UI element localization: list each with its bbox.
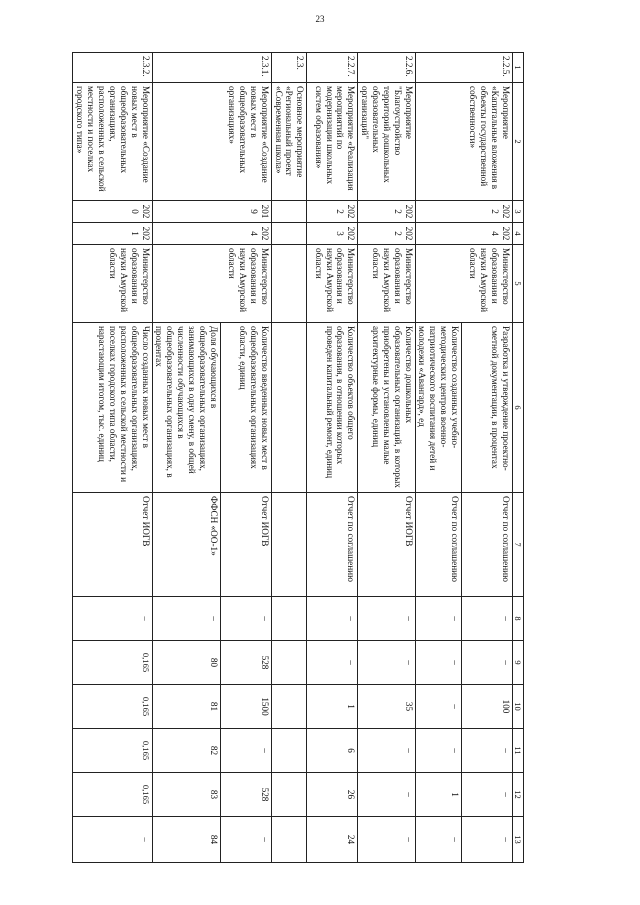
value-cell: 528 (220, 641, 271, 685)
value-cell: 81 (152, 685, 220, 729)
year-start: 2022 (307, 201, 358, 223)
indicator: Количество объектов общего образования, в отношении которых проведен капитальный ремонт, единиц (307, 323, 358, 493)
empty-cell (271, 597, 307, 641)
value-cell: 528 (220, 773, 271, 817)
table-row (220, 53, 271, 863)
value-cell: – (415, 685, 461, 729)
indicator: Доля обучающихся в общеобразовательных организациях, занимающихся в одну смену, в общей численности обучающихся в общеобразовательных организациях, в процентах (152, 323, 220, 493)
value-cell: – (358, 729, 415, 773)
value-cell: – (358, 773, 415, 817)
table-row (73, 53, 152, 863)
value-cell: – (415, 641, 461, 685)
value-cell: – (152, 597, 220, 641)
value-cell: – (358, 817, 415, 863)
year-start: 2022 (415, 201, 512, 223)
row-code: 2.2.6. (358, 53, 415, 83)
value-cell: 35 (358, 685, 415, 729)
table-row (461, 53, 512, 863)
year-start: 2020 (73, 201, 152, 223)
year-end: 2024 (152, 223, 271, 245)
value-cell: – (358, 597, 415, 641)
row-code: 2.2.7. (307, 53, 358, 83)
header-cell: 12 (512, 773, 523, 817)
value-cell: – (307, 597, 358, 641)
value-cell: – (415, 729, 461, 773)
indicator-source: Отчет по соглашению (461, 493, 512, 597)
empty-cell (271, 641, 307, 685)
header-cell: 9 (512, 641, 523, 685)
indicator-source: Отчет ИОГВ (73, 493, 152, 597)
value-cell: – (307, 641, 358, 685)
value-cell: 26 (307, 773, 358, 817)
executor: Министерство образования и науки Амурской области (307, 245, 358, 323)
value-cell: – (461, 597, 512, 641)
header-cell: 10 (512, 685, 523, 729)
value-cell: 0,165 (73, 685, 152, 729)
year-start: 2019 (152, 201, 271, 223)
value-cell: 0,165 (73, 773, 152, 817)
indicator-source: Отчет ИОГВ (220, 493, 271, 597)
page-number: 23 (315, 14, 325, 24)
header-row (512, 53, 523, 863)
indicator-source: Отчет по соглашению (415, 493, 461, 597)
value-cell: – (461, 817, 512, 863)
measure-name: Основное мероприятие «Региональный проект «Современная школа» (271, 83, 307, 201)
value-cell: 1 (415, 773, 461, 817)
measure-name: Мероприятие «Создание новых мест в общеобразовательных организациях» (152, 83, 271, 201)
header-cell: 13 (512, 817, 523, 863)
measure-name: Мероприятие «Реализация мероприятий по модернизации школьных систем образования» (307, 83, 358, 201)
indicator: Количество созданных учебно-методических центров военно-патриотического воспитания детей и молодежи «Авангард», ед (415, 323, 461, 493)
value-cell: 1 (307, 685, 358, 729)
measure-name: Мероприятие «Создание новых мест в общеобразовательных организациях, расположенных в сельской местности и поселках городского типа» (73, 83, 152, 201)
empty-cell (271, 323, 307, 493)
header-cell: 11 (512, 729, 523, 773)
row-code: 2.2.5. (415, 53, 512, 83)
value-cell: 6 (307, 729, 358, 773)
value-cell: – (461, 641, 512, 685)
value-cell: – (220, 729, 271, 773)
header-cell: 7 (512, 493, 523, 597)
indicator: Число созданных новых мест в общеобразовательных организациях, расположенных в сельской местности и поселках городского типа области, нарастающим итогом, тыс. единиц (73, 323, 152, 493)
row-code: 2.3. (271, 53, 307, 83)
table-row (358, 53, 415, 863)
table-rotated-container (75, 52, 524, 862)
header-cell: 2 (512, 83, 523, 201)
measure-name: Мероприятие «Капитальные вложения в объекты государственной собственности» (415, 83, 512, 201)
header-cell: 1 (512, 53, 523, 83)
value-cell: 0,165 (73, 729, 152, 773)
indicator-source: Отчет по соглашению (307, 493, 358, 597)
indicator: Количество введенных новых мест в общеобразовательных организациях области, единиц (220, 323, 271, 493)
empty-cell (271, 685, 307, 729)
indicator-source: ФФСН «ОО-1» (152, 493, 220, 597)
header-cell: 6 (512, 323, 523, 493)
value-cell: – (220, 817, 271, 863)
year-end: 2023 (307, 223, 358, 245)
value-cell: – (415, 817, 461, 863)
value-cell: – (358, 641, 415, 685)
executor: Министерство образования и науки Амурской области (358, 245, 415, 323)
row-code: 2.3.2. (73, 53, 152, 83)
executor: Министерство образования и науки Амурской области (152, 245, 271, 323)
year-end: 2021 (73, 223, 152, 245)
value-cell: 1500 (220, 685, 271, 729)
empty-cell (271, 245, 307, 323)
header-cell: 3 (512, 201, 523, 223)
value-cell: 0,165 (73, 641, 152, 685)
table-row (307, 53, 358, 863)
value-cell: – (73, 817, 152, 863)
empty-cell (271, 201, 307, 223)
year-start: 2022 (358, 201, 415, 223)
executor: Министерство образования и науки Амурской области (73, 245, 152, 323)
value-cell: 80 (152, 641, 220, 685)
value-cell: – (461, 773, 512, 817)
value-cell: 84 (152, 817, 220, 863)
header-cell: 4 (512, 223, 523, 245)
year-end: 2024 (415, 223, 512, 245)
value-cell: 82 (152, 729, 220, 773)
value-cell: – (415, 597, 461, 641)
value-cell: 83 (152, 773, 220, 817)
header-cell: 8 (512, 597, 523, 641)
empty-cell (271, 493, 307, 597)
value-cell: 100 (461, 685, 512, 729)
row-code: 2.3.1. (152, 53, 271, 83)
header-cell: 5 (512, 245, 523, 323)
year-end: 2022 (358, 223, 415, 245)
executor: Министерство образования и науки Амурской области (415, 245, 512, 323)
empty-cell (271, 773, 307, 817)
value-cell: 24 (307, 817, 358, 863)
measures-table (73, 52, 525, 863)
measure-name: Мероприятие "Благоустройство территорий дошкольных образовательных организаций" (358, 83, 415, 201)
indicator: Количество дошкольных образовательных организаций, в которых приобретены и установлены малые архитектурные формы, единиц (358, 323, 415, 493)
value-cell: – (73, 597, 152, 641)
value-cell: – (220, 597, 271, 641)
indicator: Разработка и утверждение проектно-сметной документации, в процентах (461, 323, 512, 493)
value-cell: – (461, 729, 512, 773)
table-row (271, 53, 307, 863)
empty-cell (271, 817, 307, 863)
indicator-source: Отчет ИОГВ (358, 493, 415, 597)
empty-cell (271, 729, 307, 773)
empty-cell (271, 223, 307, 245)
